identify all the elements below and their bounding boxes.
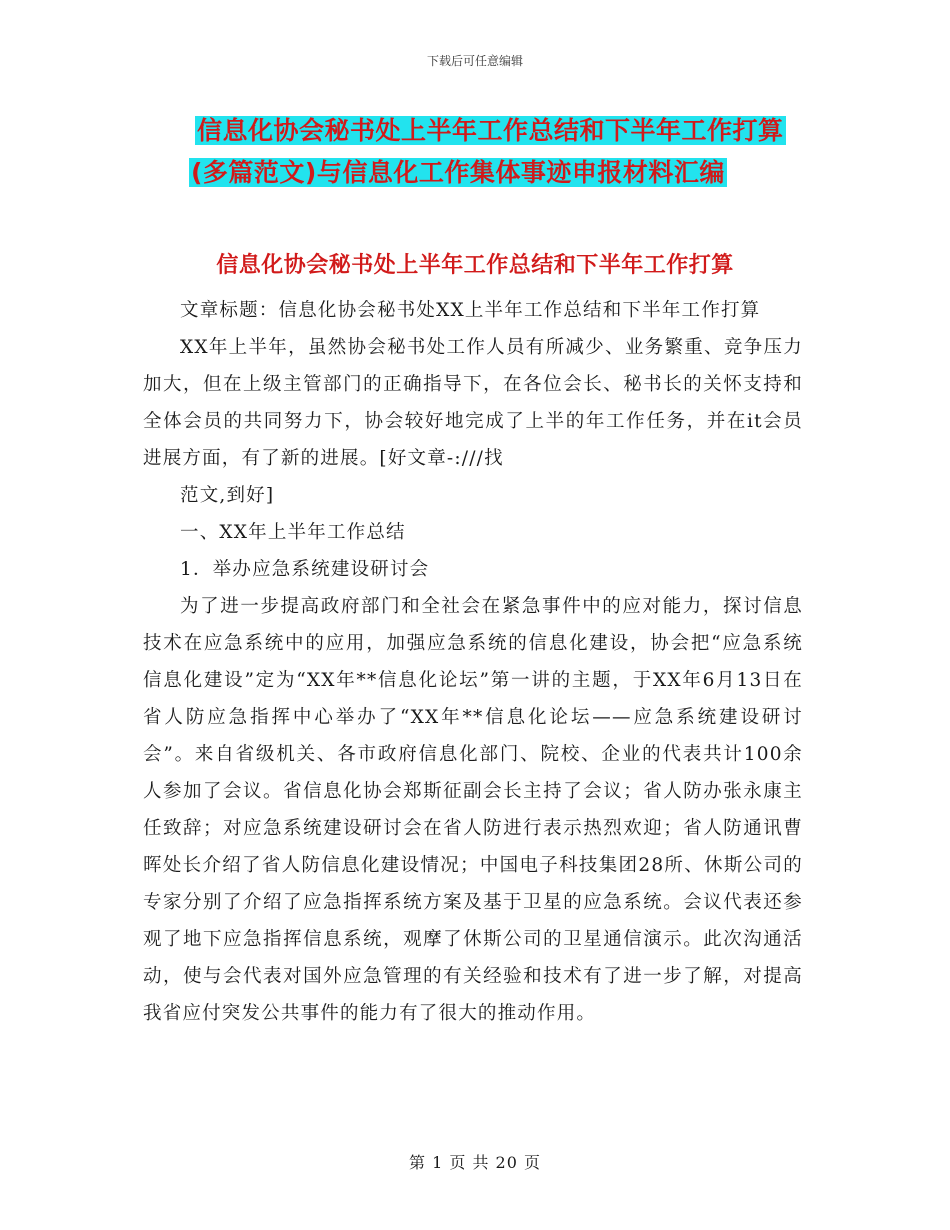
section-title: 信息化协会秘书处上半年工作总结和下半年工作打算 <box>216 253 734 278</box>
heading-subsection-1: 1．举办应急系统建设研讨会 <box>180 559 430 580</box>
page-footer: 第 1 页 共 20 页 <box>409 1153 541 1172</box>
main-title-line-2-text: (多篇范文)与信息化工作集体事迹申报材料汇编 <box>191 158 725 187</box>
heading-section-1: 一、XX年上半年工作总结 <box>180 522 406 543</box>
paragraph-intro-continued: 范文,到好] <box>180 485 275 506</box>
header-note: 下载后可任意编辑 <box>426 54 523 68</box>
main-title-line-2 <box>189 152 815 194</box>
paragraph-intro: XX年上半年，虽然协会秘书处工作人员有所减少、业务繁重、竞争压力加大，但在上级主管部门的正确指导下，在各位会长、秘书长的关怀支持和全体会员的共同努力下，协会较好地完成了上半的年工作任务，并在it会员进展方面，有了新的进展。[好文章-:///找 <box>143 337 803 469</box>
paragraph-seminar: 为了进一步提高政府部门和全社会在紧急事件中的应对能力，探讨信息技术在应急系统中的应用，加强应急系统的信息化建设，协会把“应急系统信息化建设”定为“XX年**信息化论坛”第一讲的主题，于XX年6月13日在省人防应急指挥中心举办了“XX年**信息化论坛——应急系统建设研讨会”。来自省级机关、各市政府信息化部门、院校、企业的代表共计100余人参加了会议。省信息化协会郑斯征副会长主持了会议；省人防办张永康主任致辞；对应急系统建设研讨会在省人防进行表示热烈欢迎；省人防通讯曹晖处长介绍了省人防信息化建设情况；中国电子科技集团28所、休斯公司的专家分别了介绍了应急指挥系统方案及基于卫星的应急系统。会议代表还参观了地下应急指挥信息系统，观摩了休斯公司的卫星通信演示。此次沟通活动，使与会代表对国外应急管理的有关经验和技术有了进一步了解，对提高我省应付突发公共事件的能力有了很大的推动作用。 <box>143 596 803 1024</box>
main-title-line-1 <box>195 110 815 152</box>
document-main-title <box>191 110 815 194</box>
main-title-line-1-text: 信息化协会秘书处上半年工作总结和下半年工作打算 <box>197 116 784 145</box>
document-body <box>143 292 803 1032</box>
paragraph-article-title: 文章标题：信息化协会秘书处XX上半年工作总结和下半年工作打算 <box>180 300 761 321</box>
